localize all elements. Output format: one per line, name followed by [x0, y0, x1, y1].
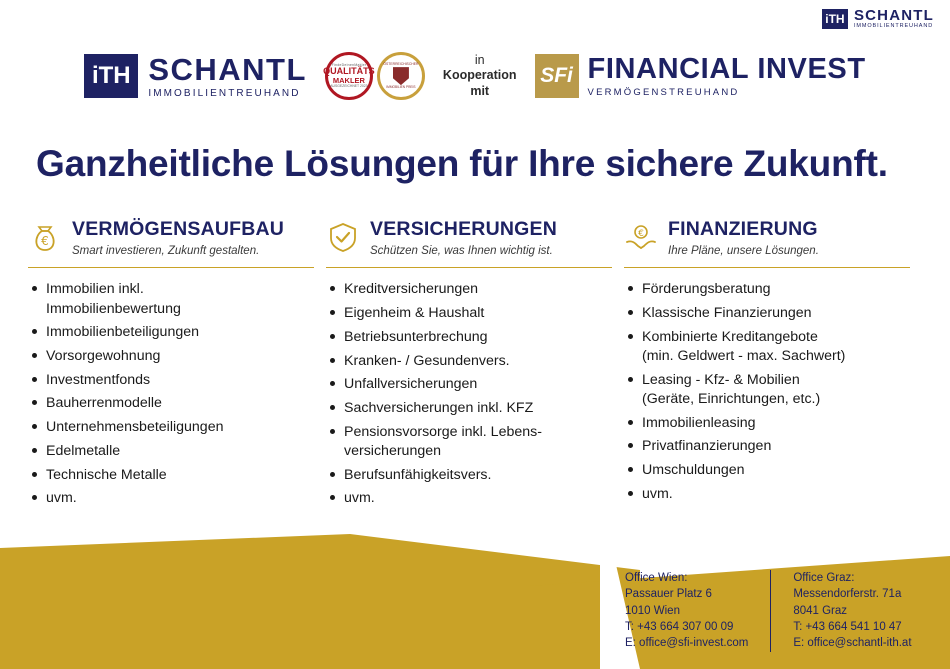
column-header [28, 218, 314, 257]
list-item [46, 420, 314, 434]
list-item [344, 491, 612, 505]
schantl-logo-mark: iTH [84, 54, 138, 98]
list-item-text: Klassische Finanzierungen [642, 305, 812, 322]
list-item-text: Eigenheim & Haushalt [344, 305, 485, 322]
office-street: Passauer Platz 6 [625, 588, 712, 601]
column-subtitle: Schützen Sie, was Ihnen wichtig ist. [370, 245, 553, 258]
office-title: Office Wien: [625, 572, 688, 584]
list-item-text: Immobilienleasing [642, 414, 756, 431]
list-item [642, 282, 910, 296]
list-item-text: uvm. [642, 485, 673, 502]
list-item-text: uvm. [46, 490, 77, 507]
office-street: Messendorferstr. 71a [793, 588, 902, 601]
bullet-icon [628, 310, 633, 315]
list-item [344, 306, 612, 320]
column-titles [668, 218, 819, 257]
bullet-icon [330, 334, 335, 339]
header-logo-band [0, 40, 950, 112]
list-item-text: Privatfinanzierungen [642, 438, 772, 455]
bullet-icon [330, 429, 335, 434]
bullet-icon [330, 286, 335, 291]
column-header [624, 218, 910, 257]
list-item-text: Umschuldungen [642, 462, 745, 479]
list-item [642, 487, 910, 501]
list-item-text: Kombinierte Kreditangebote [642, 328, 818, 345]
corner-brand-logo [822, 8, 934, 30]
award-seals [325, 52, 425, 100]
list-item [642, 439, 910, 453]
corner-logo-tagline: IMMOBILIENTREUHAND [853, 23, 934, 29]
bullet-icon [32, 495, 37, 500]
list-item-text: Technische Metalle [46, 466, 167, 483]
bullet-icon [32, 377, 37, 382]
bullet-icon [628, 420, 633, 425]
list-item-text: Förderungsberatung [642, 281, 771, 298]
qualitaetsmakler-seal-icon [325, 52, 373, 100]
cooperation-note [443, 53, 517, 100]
office-title: Office Graz: [793, 572, 855, 584]
office-graz [770, 570, 933, 652]
bullet-icon [32, 424, 37, 429]
corner-logo-mark: iTH [822, 9, 848, 29]
office-phone[interactable]: T: +43 664 307 00 09 [625, 620, 734, 633]
list-item [344, 425, 612, 458]
sfi-tagline: VERMÖGENSTREUHAND [587, 86, 740, 98]
sfi-logo-mark: SFi [535, 54, 579, 98]
list-item [46, 325, 314, 339]
corner-logo-name: SCHANTL [853, 7, 934, 24]
list-item [46, 444, 314, 458]
list-item-text: Unternehmensbeteiligungen [46, 419, 224, 436]
list-item [46, 349, 314, 363]
bullet-icon [32, 329, 37, 334]
bullet-icon [32, 448, 37, 453]
bullet-icon [628, 491, 633, 496]
column-titles [72, 218, 284, 257]
bullet-icon [628, 334, 633, 339]
page-title: Ganzheitliche Lösungen für Ihre sichere Zukunft. [36, 143, 888, 184]
sfi-name: FINANCIAL INVEST [587, 52, 866, 85]
list-item-text: Bauherrenmodelle [46, 395, 162, 412]
list-item [344, 282, 612, 296]
office-contacts [625, 570, 934, 652]
column-finanzierung [624, 218, 922, 515]
list-item-text: Immobilienbeteiligungen [46, 324, 200, 341]
office-email[interactable]: E: office@sfi-invest.com [625, 637, 749, 650]
list-item [46, 373, 314, 387]
column-item-list [326, 282, 612, 505]
list-item-text: Kreditversicherungen [344, 281, 479, 298]
column-item-list [624, 282, 910, 501]
list-item [344, 468, 612, 482]
column-subtitle: Smart investieren, Zukunft gestalten. [72, 245, 260, 258]
column-versicherungen [326, 218, 624, 515]
list-item-text: Pensionsvorsorge inkl. Lebens- [344, 423, 542, 440]
column-divider [28, 267, 314, 268]
seal-gold-bottom: IMMOBILIEN PREIS [386, 85, 416, 90]
schantl-name: SCHANTL [148, 51, 307, 87]
corner-logo-wordmark [854, 8, 934, 30]
seal-gold-top: ÖSTERREICHISCHER [383, 61, 419, 66]
cooperation-line2: Kooperation [442, 68, 517, 83]
list-item-text: Unfallversicherungen [344, 376, 478, 393]
list-item-text: Leasing - Kfz- & Mobilien [642, 371, 800, 388]
column-divider [624, 267, 910, 268]
bullet-icon [32, 353, 37, 358]
schantl-tagline: IMMOBILIENTREUHAND [148, 87, 301, 99]
list-item-text: Edelmetalle [46, 442, 121, 459]
list-item [46, 468, 314, 482]
crest-icon [393, 67, 409, 85]
bullet-icon [628, 377, 633, 382]
column-titles [370, 218, 557, 257]
office-city: 1010 Wien [625, 604, 680, 617]
column-vermoegensaufbau [28, 218, 326, 515]
immobilienpreis-seal-icon [377, 52, 425, 100]
list-item-text: Berufsunfähigkeitsvers. [344, 466, 492, 483]
list-item [46, 491, 314, 505]
seal-red-top: FindeDeinenMakler [331, 62, 367, 67]
list-item [642, 306, 910, 320]
column-subtitle: Ihre Pläne, unsere Lösungen. [668, 245, 819, 258]
list-item-text-2: versicherungen [344, 442, 442, 459]
bullet-icon [330, 472, 335, 477]
list-item [642, 463, 910, 477]
bullet-icon [330, 358, 335, 363]
list-item [344, 330, 612, 344]
bullet-icon [628, 467, 633, 472]
svg-text:€: € [41, 234, 49, 248]
schantl-logo [84, 51, 307, 99]
list-item [642, 330, 910, 363]
column-item-list [28, 282, 314, 505]
office-wien [625, 570, 770, 652]
bullet-icon [628, 286, 633, 291]
office-email[interactable]: E: office@schantl-ith.at [793, 637, 912, 650]
list-item [642, 373, 910, 406]
cooperation-line1: in [474, 52, 485, 67]
list-item-text: Betriebsunterbrechung [344, 328, 488, 345]
bullet-icon [330, 495, 335, 500]
bullet-icon [330, 381, 335, 386]
bullet-icon [330, 310, 335, 315]
schantl-wordmark [148, 51, 307, 99]
office-city: 8041 Graz [793, 604, 848, 617]
list-item-text: Kranken- / Gesundenvers. [344, 352, 510, 369]
list-item-text-2: (Geräte, Einrichtungen, etc.) [642, 390, 821, 407]
seal-red-line2: MAKLER [332, 75, 365, 85]
column-title: VERMÖGENSAUFBAU [72, 218, 285, 240]
office-phone[interactable]: T: +43 664 541 10 47 [793, 620, 902, 633]
svg-text:€: € [638, 229, 644, 239]
seal-red-bottom: AUSGEZEICHNET 2023 [330, 83, 368, 88]
list-item [344, 401, 612, 415]
list-item-text: Immobilien inkl. [46, 281, 144, 298]
list-item [46, 396, 314, 410]
bullet-icon [628, 443, 633, 448]
list-item [344, 354, 612, 368]
seal-red-line1: QUALITÄTS [323, 66, 375, 77]
list-item [46, 282, 314, 315]
list-item-text-2: Immobilienbewertung [46, 300, 181, 317]
list-item-text: Investmentfonds [46, 371, 151, 388]
cooperation-line3: mit [470, 83, 490, 98]
sfi-logo [535, 54, 866, 98]
bullet-icon [32, 286, 37, 291]
shield-check-icon [326, 220, 360, 254]
list-item-text: Sachversicherungen inkl. KFZ [344, 399, 534, 416]
column-header [326, 218, 612, 257]
sfi-wordmark [587, 52, 866, 98]
column-title: VERSICHERUNGEN [370, 218, 557, 240]
money-bag-euro-icon [28, 220, 62, 254]
list-item-text-2: (min. Geldwert - max. Sachwert) [642, 348, 846, 365]
list-item [642, 416, 910, 430]
column-divider [326, 267, 612, 268]
bullet-icon [32, 400, 37, 405]
bullet-icon [32, 472, 37, 477]
list-item-text: Vorsorgewohnung [46, 348, 161, 365]
service-columns [28, 218, 922, 515]
hands-euro-icon [624, 220, 658, 254]
list-item [344, 377, 612, 391]
bullet-icon [330, 405, 335, 410]
list-item-text: uvm. [344, 490, 375, 507]
column-title: FINANZIERUNG [668, 218, 818, 240]
